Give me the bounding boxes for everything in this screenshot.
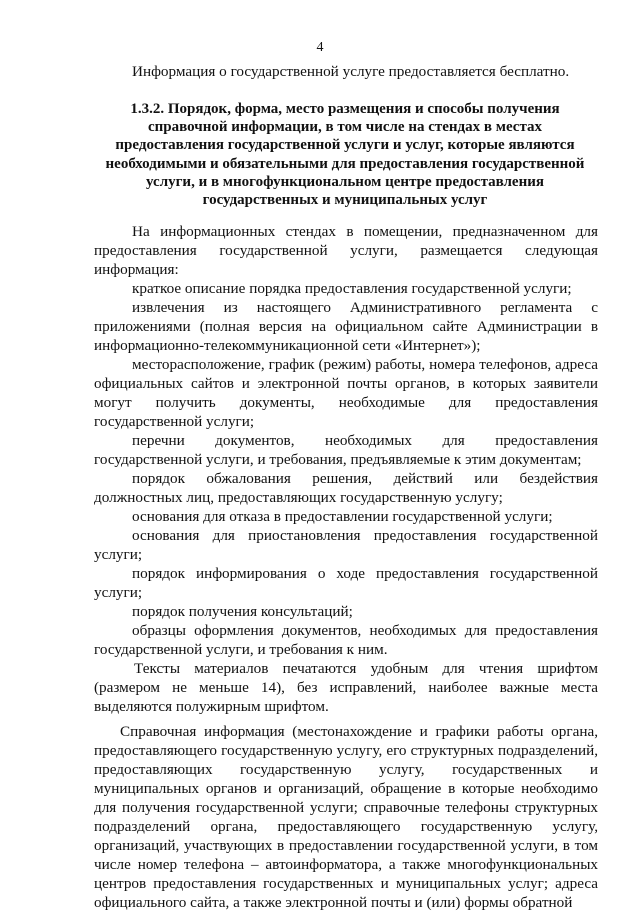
paragraph: Справочная информация (местонахождение и графики работы органа, предоставляющего государственную услугу, его структурных подразделений, предоставляющих государственную услугу, государственных и муниципальных органов и организаций, обращение в которые необходимо для получения государственной услуги; справочные телефоны структурных подразделений органа, предоставляющего государственную услугу, организаций, участвующих в предоставлении государственной услуги, в том числе номер телефона – автоинформатора, а также многофункциональных центров предоставления государственных и муниципальных услуг; адреса официального сайта, а также электронной почты и (или) формы обратной <box>94 723 598 911</box>
list-item: порядок получения консультаций; <box>132 603 353 620</box>
list-item: образцы оформления документов, необходимых для предоставления государственной услуги, и требования к ним. <box>94 622 598 658</box>
body-text <box>94 222 598 912</box>
section-heading: 1.3.2. Порядок, форма, место размещения и способы получения справочной информации, в том числе на стендах в местах предоставления государственной услуги и услуг, которые являются необходимыми и обязательными для предоставления государственной услуги, и в многофункциональном центре предоставления государственных и муниципальных услуг <box>105 101 585 209</box>
intro-line: Информация о государственной услуге предоставляется бесплатно. <box>132 63 570 80</box>
list-item: порядок информирования о ходе предоставления государственной услуги; <box>94 565 598 601</box>
paragraph: Тексты материалов печатаются удобным для чтения шрифтом (размером не меньше 14), без исправлений, наиболее важные места выделяются полужирным шрифтом. <box>94 660 598 715</box>
list-item: извлечения из настоящего Административного регламента с приложениями (полная версия на официальном сайте Администрации в информационно-телекоммуникационной сети «Интернет»); <box>94 299 598 354</box>
list-item: основания для отказа в предоставлении государственной услуги; <box>132 508 553 525</box>
list-item: основания для приостановления предоставления государственной услуги; <box>94 527 598 563</box>
list-item: порядок обжалования решения, действий или бездействия должностных лиц, предоставляющих государственную услугу; <box>94 470 598 506</box>
list-item: перечни документов, необходимых для предоставления государственной услуги, и требования, предъявляемые к этим документам; <box>94 432 598 468</box>
list-item: краткое описание порядка предоставления государственной услуги; <box>132 280 572 297</box>
paragraph: На информационных стендах в помещении, предназначенном для предоставления государственной услуги, размещается следующая информация: <box>94 223 598 278</box>
page-number: 4 <box>316 40 324 55</box>
list-item: месторасположение, график (режим) работы, номера телефонов, адреса официальных сайтов и электронной почты органов, в которых заявители могут получить документы, необходимые для предоставления государственной услуги; <box>94 356 598 430</box>
